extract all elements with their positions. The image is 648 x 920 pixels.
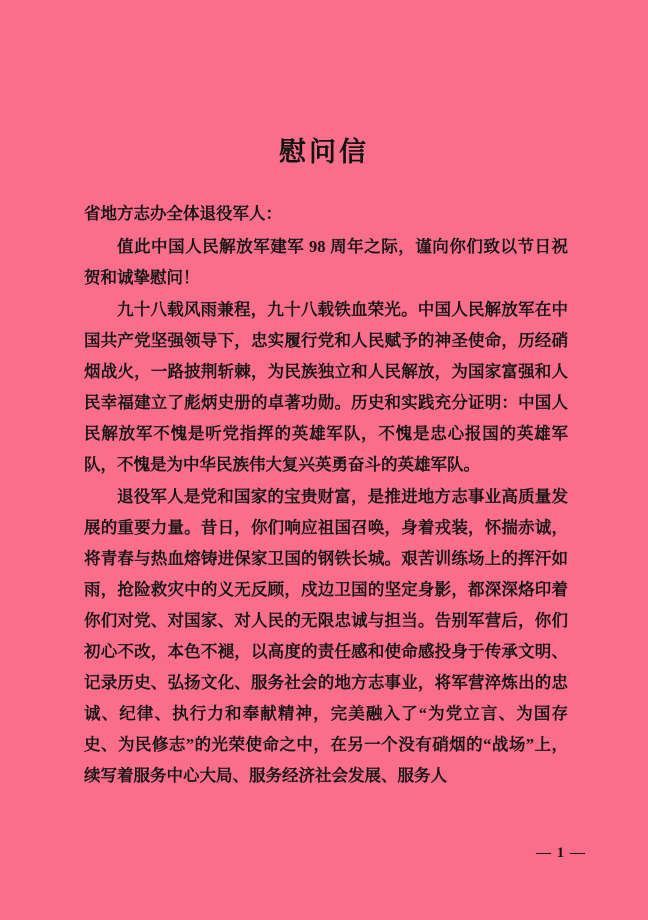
document-body [84,198,568,792]
paragraph-1: 值此中国人民解放军建军 98 周年之际，谨向你们致以节日祝贺和诚挚慰问！ [84,237,568,287]
page-number: — 1 — [536,845,586,861]
salutation: 省地方志办全体退役军人： [84,204,282,223]
paragraph-3: 退役军人是党和国家的宝贵财富，是推进地方志事业高质量发展的重要力量。昔日，你们响应祖国召唤，身着戎装，怀揣赤诚，将青春与热血熔铸进保家卫国的钢铁长城。艰苦训练场上的挥汗如雨，抢险救灾中的义无反顾，戍边卫国的坚定身影，都深深烙印着你们对党、对国家、对人民的无限忠诚与担当。告别军营后，你们初心不改，本色不褪，以高度的责任感和使命感投身于传承文明、记录历史、弘扬文化、服务社会的地方志事业，将军营淬炼出的忠诚、纪律、执行力和奉献精神，完美融入了“为党立言、为国存史、为民修志”的光荣使命之中，在另一个没有硝烟的“战场”上，续写着服务中心大局、服务经济社会发展、服务人 [84,487,568,785]
page-title: 慰问信 [279,137,369,167]
paragraph-2: 九十八载风雨兼程，九十八载铁血荣光。中国人民解放军在中国共产党坚强领导下，忠实履行党和人民赋予的神圣使命，历经硝烟战火，一路披荆斩棘，为民族独立和人民解放，为国家富强和人民幸福建立了彪炳史册的卓著功勋。历史和实践充分证明：中国人民解放军不愧是听党指挥的英雄军队，不愧是忠心报国的英雄军队，不愧是为中华民族伟大复兴英勇奋斗的英雄军队。 [84,300,568,474]
